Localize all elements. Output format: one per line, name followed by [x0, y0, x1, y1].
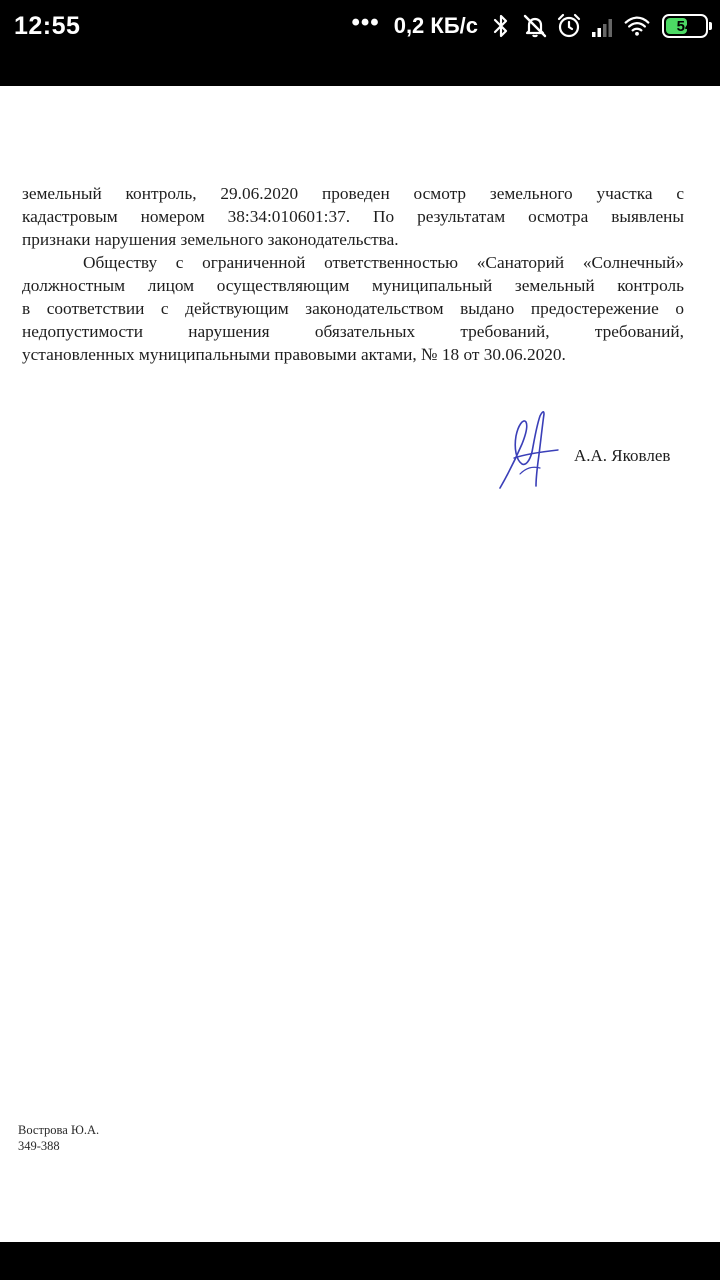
text-line: недопустимости нарушения обязательных требований, требований, [22, 322, 684, 341]
document-body [22, 182, 684, 366]
text-line: установленных муниципальными правовыми актами, № 18 от 30.06.2020. [22, 345, 566, 364]
text-line: Обществу с ограниченной ответственностью «Санаторий «Солнечный» [83, 253, 684, 272]
more-notifications-icon: ••• [351, 9, 380, 36]
status-time: 12:55 [14, 12, 81, 40]
bluetooth-icon [488, 12, 514, 40]
battery-cap [709, 22, 712, 30]
executor-info [18, 1122, 99, 1154]
paragraph-inspection [22, 182, 684, 251]
document-page[interactable] [0, 86, 720, 1242]
status-icons [351, 10, 708, 42]
signal-icon [590, 12, 616, 40]
text-line: кадастровым номером 38:34:010601:37. По результатам осмотра выявлены [22, 207, 684, 226]
mute-icon [522, 12, 548, 40]
battery-level: 54 [676, 17, 694, 35]
alarm-icon [556, 12, 582, 40]
text-line: признаки нарушения земельного законодательства. [22, 230, 399, 249]
text-line: должностным лицом осуществляющим муниципальный земельный контроль [22, 276, 684, 295]
network-speed: 0,2 КБ/с [393, 13, 478, 38]
executor-name: Вострова Ю.А. [18, 1123, 100, 1137]
signature [496, 408, 562, 492]
battery-icon [662, 14, 708, 38]
bottom-bar [0, 1242, 720, 1280]
signer-name: А.А. Яковлев [574, 446, 671, 465]
executor-phone: 349-388 [18, 1139, 60, 1153]
status-bar [0, 0, 720, 86]
wifi-icon [624, 12, 650, 40]
paragraph-warning [22, 251, 684, 366]
text-line: в соответствии с действующим законодательством выдано предостережение о [22, 299, 684, 318]
text-line: земельный контроль, 29.06.2020 проведен осмотр земельного участка с [22, 184, 684, 203]
